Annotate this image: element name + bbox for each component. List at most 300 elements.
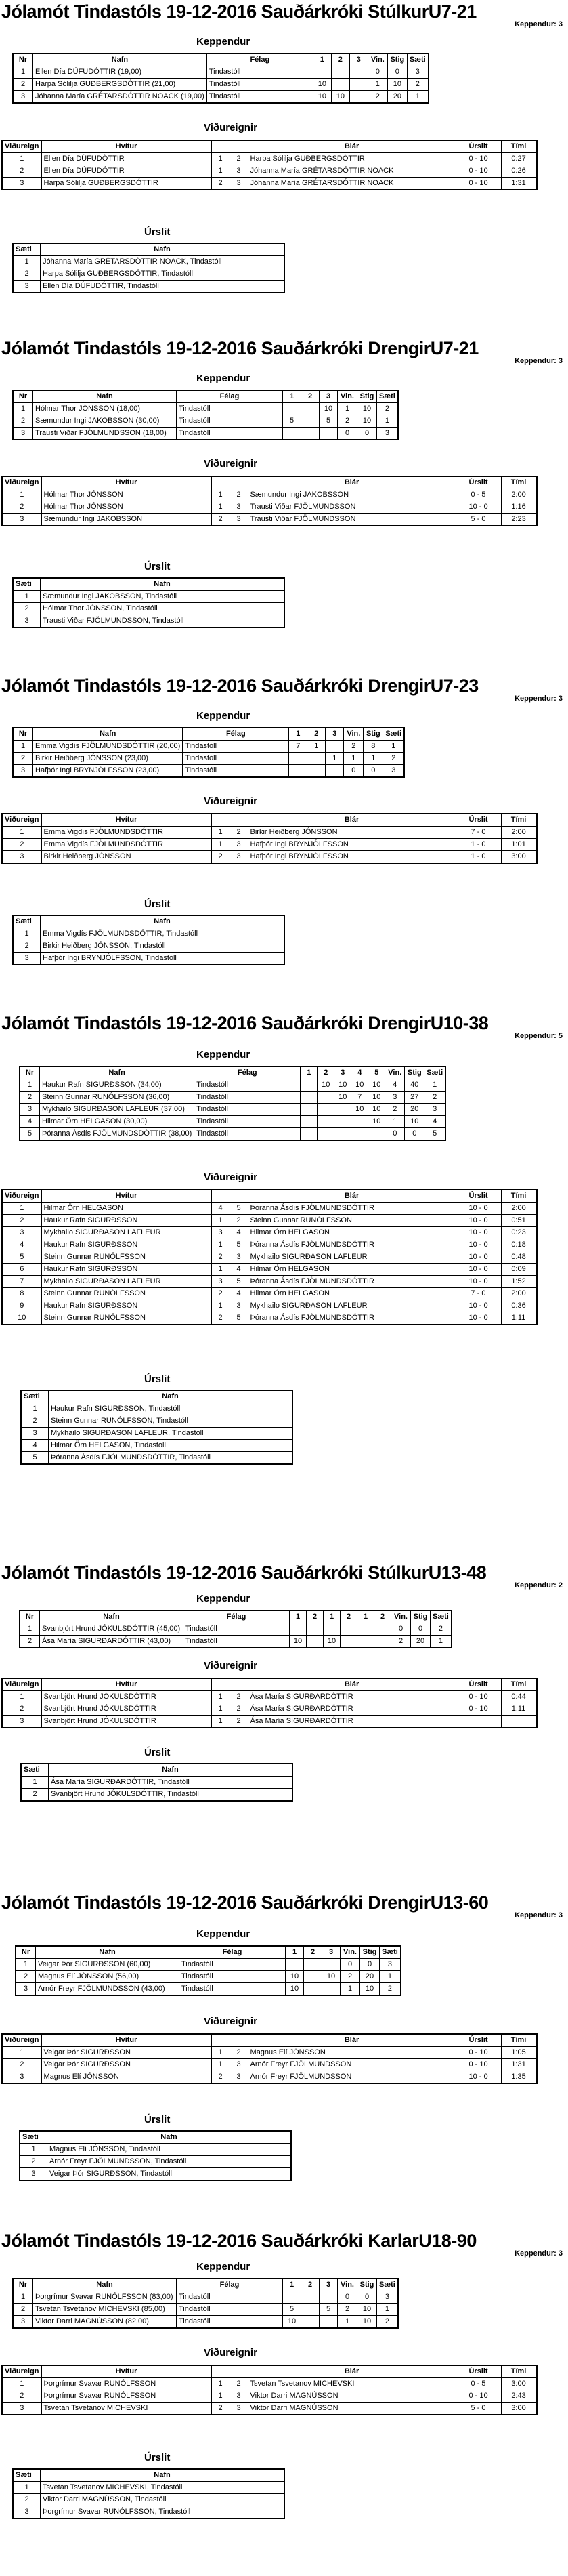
column-header: Stig — [357, 2279, 377, 2291]
round-score — [307, 753, 326, 765]
rank: 2 — [424, 1092, 445, 1104]
round-score — [318, 1092, 334, 1104]
match-row — [2, 1215, 537, 1227]
white-player-nr: 1 — [211, 489, 230, 501]
column-header: Viðureign — [2, 814, 41, 827]
competitor-row — [16, 1959, 401, 1971]
category-title: Jólamót Tindastóls 19-12-2016 Sauðárkróki KarlarU18-90 — [1, 2230, 477, 2251]
table-header-row — [2, 476, 537, 489]
white-player: Þorgrímur Svavar RUNÓLFSSON — [41, 2390, 211, 2403]
points: 10 — [357, 2304, 377, 2316]
result-row — [21, 1428, 292, 1440]
result-row — [13, 953, 284, 965]
round-header: 1 — [283, 2279, 301, 2291]
final-name: Haukur Rafn SIGURÐSSON, Tindastóll — [49, 1403, 293, 1415]
white-player: Steinn Gunnar RUNÓLFSSON — [41, 1288, 211, 1300]
points: 27 — [405, 1092, 424, 1104]
table-header-row — [13, 2279, 398, 2291]
match-nr: 1 — [2, 1691, 41, 1703]
round-score: 10 — [334, 1079, 351, 1092]
blue-player-nr: 3 — [230, 514, 248, 526]
round-header: 2 — [301, 2279, 320, 2291]
table-header-row — [21, 1390, 292, 1403]
round-score — [301, 415, 320, 428]
points: 10 — [387, 79, 407, 91]
column-header: Úrslit — [456, 1190, 501, 1203]
column-header: Nr — [13, 728, 33, 741]
rank: 2 — [407, 79, 428, 91]
competitor-club: Tindastóll — [177, 403, 283, 415]
competitor-name: Steinn Gunnar RUNÓLFSSON (36,00) — [40, 1092, 194, 1104]
match-nr: 6 — [2, 1264, 41, 1276]
match-time: 0:44 — [501, 1691, 537, 1703]
white-player: Ellen Día DÚFUDÓTTIR — [41, 153, 211, 165]
result-row — [13, 615, 284, 628]
column-header: Nr — [20, 1611, 40, 1623]
competitor-name: Sæmundur Ingi JAKOBSSON (30,00) — [33, 415, 177, 428]
round-score: 10 — [322, 1971, 341, 1983]
round-score: 10 — [351, 1104, 368, 1116]
blue-player: Trausti Viðar FJÖLMUNDSSON — [248, 514, 456, 526]
blue-player-nr: 3 — [230, 2059, 248, 2071]
competitors-heading: Keppendur — [196, 1049, 250, 1060]
round-header: 3 — [322, 1946, 341, 1959]
white-player-nr: 4 — [211, 1203, 230, 1215]
match-time: 2:00 — [501, 1203, 537, 1215]
rank: 2 — [377, 2316, 398, 2329]
match-row — [2, 1239, 537, 1251]
result-row — [13, 2506, 284, 2519]
competitors-heading: Keppendur — [196, 710, 250, 722]
round-score: 10 — [368, 1116, 385, 1128]
column-header: Hvítur — [41, 1190, 211, 1203]
blue-player-nr: 2 — [230, 827, 248, 839]
competitor-name: Svanbjört Hrund JÓKULSDÓTTIR (45,00) — [40, 1623, 183, 1636]
competitor-name: Harpa Sólilja GUÐBERGSDÓTTIR (21,00) — [33, 79, 207, 91]
round-score — [320, 2291, 338, 2304]
rank: 2 — [431, 1623, 452, 1636]
round-score — [290, 1623, 307, 1636]
wins: 0 — [338, 2291, 357, 2304]
competitor-row — [20, 1636, 452, 1648]
white-player: Haukur Rafn SIGURÐSSON — [41, 1215, 211, 1227]
column-header: Viðureign — [2, 2034, 41, 2047]
white-player-nr: 2 — [211, 2071, 230, 2084]
final-name: Birkir Heiðberg JÓNSSON, Tindastóll — [41, 940, 285, 953]
wins: 1 — [341, 1983, 360, 1996]
competitor-row — [13, 2316, 398, 2329]
results-heading: Úrslit — [144, 226, 171, 238]
match-row — [2, 1716, 537, 1728]
round-score — [283, 2291, 301, 2304]
match-time: 2:00 — [501, 1288, 537, 1300]
match-result: 0 - 5 — [456, 489, 501, 501]
points: 10 — [405, 1116, 424, 1128]
final-place: 3 — [21, 1428, 49, 1440]
column-header — [211, 1190, 230, 1203]
round-score — [301, 1092, 318, 1104]
competitor-nr: 1 — [16, 1959, 36, 1971]
match-result: 0 - 10 — [456, 165, 501, 178]
round-score: 10 — [286, 1971, 304, 1983]
round-score: 10 — [320, 403, 338, 415]
competitor-row — [13, 2304, 398, 2316]
table-header-row — [20, 1611, 452, 1623]
result-row — [13, 603, 284, 615]
match-row — [2, 1264, 537, 1276]
result-row — [21, 1415, 292, 1428]
category-title: Jólamót Tindastóls 19-12-2016 Sauðárkróki DrengirU10-38 — [1, 1013, 489, 1033]
competitor-count: Keppendur: 3 — [515, 357, 563, 365]
round-header: 2 — [331, 54, 349, 66]
blue-player-nr: 2 — [230, 489, 248, 501]
category-title: Jólamót Tindastóls 19-12-2016 Sauðárkróki StúlkurU7-21 — [1, 1, 477, 22]
points: 0 — [405, 1128, 424, 1141]
column-header: Nr — [13, 2279, 33, 2291]
competitor-nr: 3 — [13, 2316, 33, 2329]
column-header: Sæti — [13, 915, 41, 928]
match-nr: 1 — [2, 489, 41, 501]
competitors-heading: Keppendur — [196, 1593, 250, 1604]
round-score — [334, 1104, 351, 1116]
white-player: Magnus Elí JÓNSSON — [41, 2071, 211, 2084]
match-nr: 2 — [2, 1215, 41, 1227]
white-player: Birkir Heiðberg JÓNSSON — [41, 851, 211, 864]
match-time: 2:00 — [501, 827, 537, 839]
final-name: Tsvetan Tsvetanov MICHEVSKI, Tindastóll — [41, 2482, 285, 2494]
column-header: Sæti — [431, 1611, 452, 1623]
match-result: 0 - 5 — [456, 2378, 501, 2390]
match-row — [2, 827, 537, 839]
wins: 1 — [368, 79, 387, 91]
column-header: Viðureign — [2, 140, 41, 153]
competitor-name: Þóranna Ásdís FJÖLMUNDSDÓTTIR (38,00) — [40, 1128, 194, 1141]
white-player-nr: 2 — [211, 1251, 230, 1264]
column-header — [211, 476, 230, 489]
matches-heading: Viðureignir — [204, 1171, 257, 1183]
white-player-nr: 1 — [211, 2390, 230, 2403]
competitor-name: Trausti Viðar FJÖLMUNDSSON (18,00) — [33, 428, 177, 440]
round-score: 5 — [283, 2304, 301, 2316]
match-row — [2, 1276, 537, 1288]
result-row — [21, 1777, 292, 1789]
round-header: 1 — [283, 390, 301, 403]
final-place: 3 — [13, 281, 41, 293]
blue-player-nr: 5 — [230, 1312, 248, 1325]
round-score: 5 — [283, 415, 301, 428]
blue-player: Þóranna Ásdís FJÖLMUNDSDÓTTIR — [248, 1312, 456, 1325]
blue-player-nr: 2 — [230, 1703, 248, 1716]
final-name: Hilmar Örn HELGASON, Tindastóll — [49, 1440, 293, 1452]
round-header: 1 — [313, 54, 331, 66]
results-table — [12, 2468, 285, 2519]
competitor-name: Haukur Rafn SIGURÐSSON (34,00) — [40, 1079, 194, 1092]
competitor-nr: 3 — [13, 428, 33, 440]
competitors-table — [12, 53, 429, 104]
competitor-name: Ása María SIGURÐARDÓTTIR (43,00) — [40, 1636, 183, 1648]
competitor-nr: 1 — [20, 1079, 40, 1092]
match-result: 0 - 10 — [456, 178, 501, 190]
final-place: 1 — [21, 1777, 49, 1789]
white-player-nr: 1 — [211, 165, 230, 178]
table-header-row — [13, 54, 429, 66]
match-nr: 5 — [2, 1251, 41, 1264]
blue-player: Hilmar Örn HELGASON — [248, 1288, 456, 1300]
final-name: Arnór Freyr FJÖLMUNDSSON, Tindastóll — [47, 2156, 292, 2168]
round-header: 3 — [320, 2279, 338, 2291]
match-result — [456, 1716, 501, 1728]
final-place: 2 — [21, 1415, 49, 1428]
column-header: Stig — [387, 54, 407, 66]
white-player-nr: 2 — [211, 851, 230, 864]
final-name: Mykhailo SIGURÐASON LAFLEUR, Tindastóll — [49, 1428, 293, 1440]
competitor-nr: 2 — [20, 1092, 40, 1104]
white-player-nr: 1 — [211, 1691, 230, 1703]
column-header: Sæti — [20, 2131, 47, 2144]
column-header: Tími — [501, 1678, 537, 1691]
column-header: Tími — [501, 140, 537, 153]
round-score: 10 — [283, 2316, 301, 2329]
competitor-count: Keppendur: 5 — [515, 1032, 563, 1040]
wins: 0 — [385, 1128, 405, 1141]
competitor-name: Birkir Heiðberg JÓNSSON (23,00) — [33, 753, 183, 765]
results-table — [12, 577, 285, 628]
round-header: 3 — [320, 390, 338, 403]
category-section — [0, 0, 568, 337]
white-player: Haukur Rafn SIGURÐSSON — [41, 1300, 211, 1312]
column-header: Úrslit — [456, 476, 501, 489]
result-row — [13, 591, 284, 603]
round-score — [301, 2304, 320, 2316]
final-name: Þóranna Ásdís FJÖLMUNDSDÓTTIR, Tindastóll — [49, 1452, 293, 1465]
table-header-row — [2, 2034, 537, 2047]
match-time: 2:43 — [501, 2390, 537, 2403]
matches-table — [1, 2365, 538, 2415]
blue-player-nr: 2 — [230, 1716, 248, 1728]
match-row — [2, 165, 537, 178]
result-row — [21, 1452, 292, 1465]
white-player-nr: 1 — [211, 839, 230, 851]
match-row — [2, 514, 537, 526]
competitor-club: Tindastóll — [206, 91, 313, 104]
match-nr: 3 — [2, 514, 41, 526]
column-header: Sæti — [377, 390, 398, 403]
white-player: Mykhailo SIGURÐASON LAFLEUR — [41, 1276, 211, 1288]
round-score: 7 — [289, 741, 307, 753]
competitor-club: Tindastóll — [179, 1959, 286, 1971]
competitor-name: Hólmar Thor JÓNSSON (18,00) — [33, 403, 177, 415]
column-header: Nafn — [33, 390, 177, 403]
competitor-name: Tsvetan Tsvetanov MICHEVSKI (85,00) — [33, 2304, 177, 2316]
column-header: Stig — [405, 1066, 424, 1079]
blue-player: Harpa Sólilja GUÐBERGSDÓTTIR — [248, 153, 456, 165]
final-name: Magnus Elí JÓNSSON, Tindastóll — [47, 2144, 292, 2156]
round-score — [357, 1623, 374, 1636]
blue-player-nr: 4 — [230, 1264, 248, 1276]
matches-table — [1, 1189, 538, 1325]
round-score — [318, 1128, 334, 1141]
column-header: Sæti — [377, 2279, 398, 2291]
category-section — [0, 1891, 568, 2229]
column-header — [230, 2365, 248, 2378]
result-row — [21, 1440, 292, 1452]
round-score — [301, 428, 320, 440]
column-header: Sæti — [13, 2469, 41, 2482]
column-header: Nafn — [41, 243, 285, 256]
round-header: 4 — [351, 1066, 368, 1079]
column-header: Nr — [13, 390, 33, 403]
round-score — [331, 66, 349, 79]
blue-player-nr: 5 — [230, 1239, 248, 1251]
round-score — [374, 1636, 391, 1648]
rank: 3 — [380, 1959, 401, 1971]
competitor-row — [20, 1079, 445, 1092]
column-header: Nafn — [47, 2131, 292, 2144]
round-score — [301, 2316, 320, 2329]
competitor-club: Tindastóll — [177, 415, 283, 428]
round-score — [341, 1636, 357, 1648]
round-header: 1 — [301, 1066, 318, 1079]
round-header: 1 — [289, 728, 307, 741]
rank: 1 — [377, 415, 398, 428]
competitor-count: Keppendur: 3 — [515, 1911, 563, 1919]
match-row — [2, 2059, 537, 2071]
match-result: 10 - 0 — [456, 1264, 501, 1276]
column-header: Blár — [248, 140, 456, 153]
competitor-nr: 5 — [20, 1128, 40, 1141]
blue-player-nr: 3 — [230, 839, 248, 851]
match-result: 0 - 10 — [456, 2047, 501, 2059]
competitor-club: Tindastóll — [183, 741, 289, 753]
table-header-row — [13, 2469, 284, 2482]
match-time: 0:27 — [501, 153, 537, 165]
competitor-name: Viktor Darri MAGNÚSSON (82,00) — [33, 2316, 177, 2329]
column-header: Úrslit — [456, 1678, 501, 1691]
final-name: Ása María SIGURÐARDÓTTIR, Tindastóll — [49, 1777, 293, 1789]
points: 10 — [360, 1983, 380, 1996]
match-result: 10 - 0 — [456, 1203, 501, 1215]
round-header: 1 — [324, 1611, 341, 1623]
competitor-club: Tindastóll — [177, 2316, 283, 2329]
round-score — [349, 91, 368, 104]
category-title: Jólamót Tindastóls 19-12-2016 Sauðárkróki DrengirU13-60 — [1, 1892, 489, 1913]
column-header: Sæti — [383, 728, 404, 741]
results-table — [20, 1390, 293, 1465]
final-name: Veigar Þór SIGURÐSSON, Tindastóll — [47, 2168, 292, 2181]
competitor-nr: 3 — [20, 1104, 40, 1116]
rank: 1 — [380, 1971, 401, 1983]
white-player-nr: 1 — [211, 153, 230, 165]
match-row — [2, 1300, 537, 1312]
result-row — [21, 1403, 292, 1415]
column-header: Úrslit — [456, 140, 501, 153]
competitor-row — [13, 79, 429, 91]
match-result: 7 - 0 — [456, 827, 501, 839]
final-name: Viktor Darri MAGNÚSSON, Tindastóll — [41, 2494, 285, 2506]
match-nr: 1 — [2, 2378, 41, 2390]
wins: 2 — [385, 1104, 405, 1116]
column-header: Nafn — [36, 1946, 179, 1959]
blue-player-nr: 2 — [230, 2378, 248, 2390]
competitor-club: Tindastóll — [194, 1116, 301, 1128]
wins: 1 — [385, 1116, 405, 1128]
competitors-table — [12, 2278, 399, 2329]
competitor-club: Tindastóll — [194, 1092, 301, 1104]
match-time: 1:05 — [501, 2047, 537, 2059]
column-header: Sæti — [21, 1764, 49, 1777]
column-header: Félag — [194, 1066, 301, 1079]
column-header: Úrslit — [456, 2365, 501, 2378]
match-result: 1 - 0 — [456, 839, 501, 851]
matches-heading: Viðureignir — [204, 122, 257, 133]
round-score — [313, 66, 331, 79]
white-player: Tsvetan Tsvetanov MICHEVSKI — [41, 2403, 211, 2415]
final-place: 1 — [13, 591, 41, 603]
blue-player: Sæmundur Ingi JAKOBSSON — [248, 489, 456, 501]
round-score: 10 — [331, 91, 349, 104]
white-player: Þorgrímur Svavar RUNÓLFSSON — [41, 2378, 211, 2390]
wins: 2 — [344, 741, 364, 753]
points: 20 — [360, 1971, 380, 1983]
match-nr: 3 — [2, 851, 41, 864]
match-time: 2:23 — [501, 514, 537, 526]
column-header: Tími — [501, 814, 537, 827]
results-heading: Úrslit — [144, 898, 171, 910]
column-header: Nr — [13, 54, 33, 66]
white-player: Veigar Þór SIGURÐSSON — [41, 2059, 211, 2071]
round-header: 5 — [368, 1066, 385, 1079]
final-place: 1 — [13, 2482, 41, 2494]
match-row — [2, 1288, 537, 1300]
round-score — [334, 1128, 351, 1141]
results-table — [12, 915, 285, 965]
match-nr: 2 — [2, 165, 41, 178]
result-row — [13, 928, 284, 940]
column-header: Nr — [16, 1946, 36, 1959]
round-score — [326, 741, 344, 753]
blue-player: Jóhanna María GRÉTARSDÓTTIR NOACK — [248, 165, 456, 178]
final-name: Svanbjört Hrund JÓKULSDÓTTIR, Tindastóll — [49, 1789, 293, 1802]
column-header: Sæti — [380, 1946, 401, 1959]
match-time: 1:35 — [501, 2071, 537, 2084]
competitor-club: Tindastóll — [183, 1636, 290, 1648]
competitor-nr: 2 — [13, 2304, 33, 2316]
column-header — [230, 1678, 248, 1691]
category-section — [0, 2229, 568, 2576]
competitor-name: Hilmar Örn HELGASON (30,00) — [40, 1116, 194, 1128]
column-header: Nafn — [33, 2279, 177, 2291]
match-nr: 1 — [2, 2047, 41, 2059]
round-header: 2 — [301, 390, 320, 403]
round-header: 2 — [374, 1611, 391, 1623]
round-score — [368, 1128, 385, 1141]
round-header: 2 — [341, 1611, 357, 1623]
match-row — [2, 2390, 537, 2403]
white-player: Haukur Rafn SIGURÐSSON — [41, 1264, 211, 1276]
match-row — [2, 153, 537, 165]
white-player-nr: 2 — [211, 178, 230, 190]
round-score — [351, 1128, 368, 1141]
round-score — [318, 1116, 334, 1128]
final-name: Hólmar Thor JÓNSSON, Tindastóll — [41, 603, 285, 615]
final-place: 2 — [13, 268, 41, 281]
blue-player-nr: 3 — [230, 2403, 248, 2415]
blue-player: Steinn Gunnar RUNÓLFSSON — [248, 1215, 456, 1227]
column-header: Félag — [183, 1611, 290, 1623]
round-score — [304, 1959, 322, 1971]
rank: 2 — [380, 1983, 401, 1996]
column-header: Vin. — [368, 54, 387, 66]
